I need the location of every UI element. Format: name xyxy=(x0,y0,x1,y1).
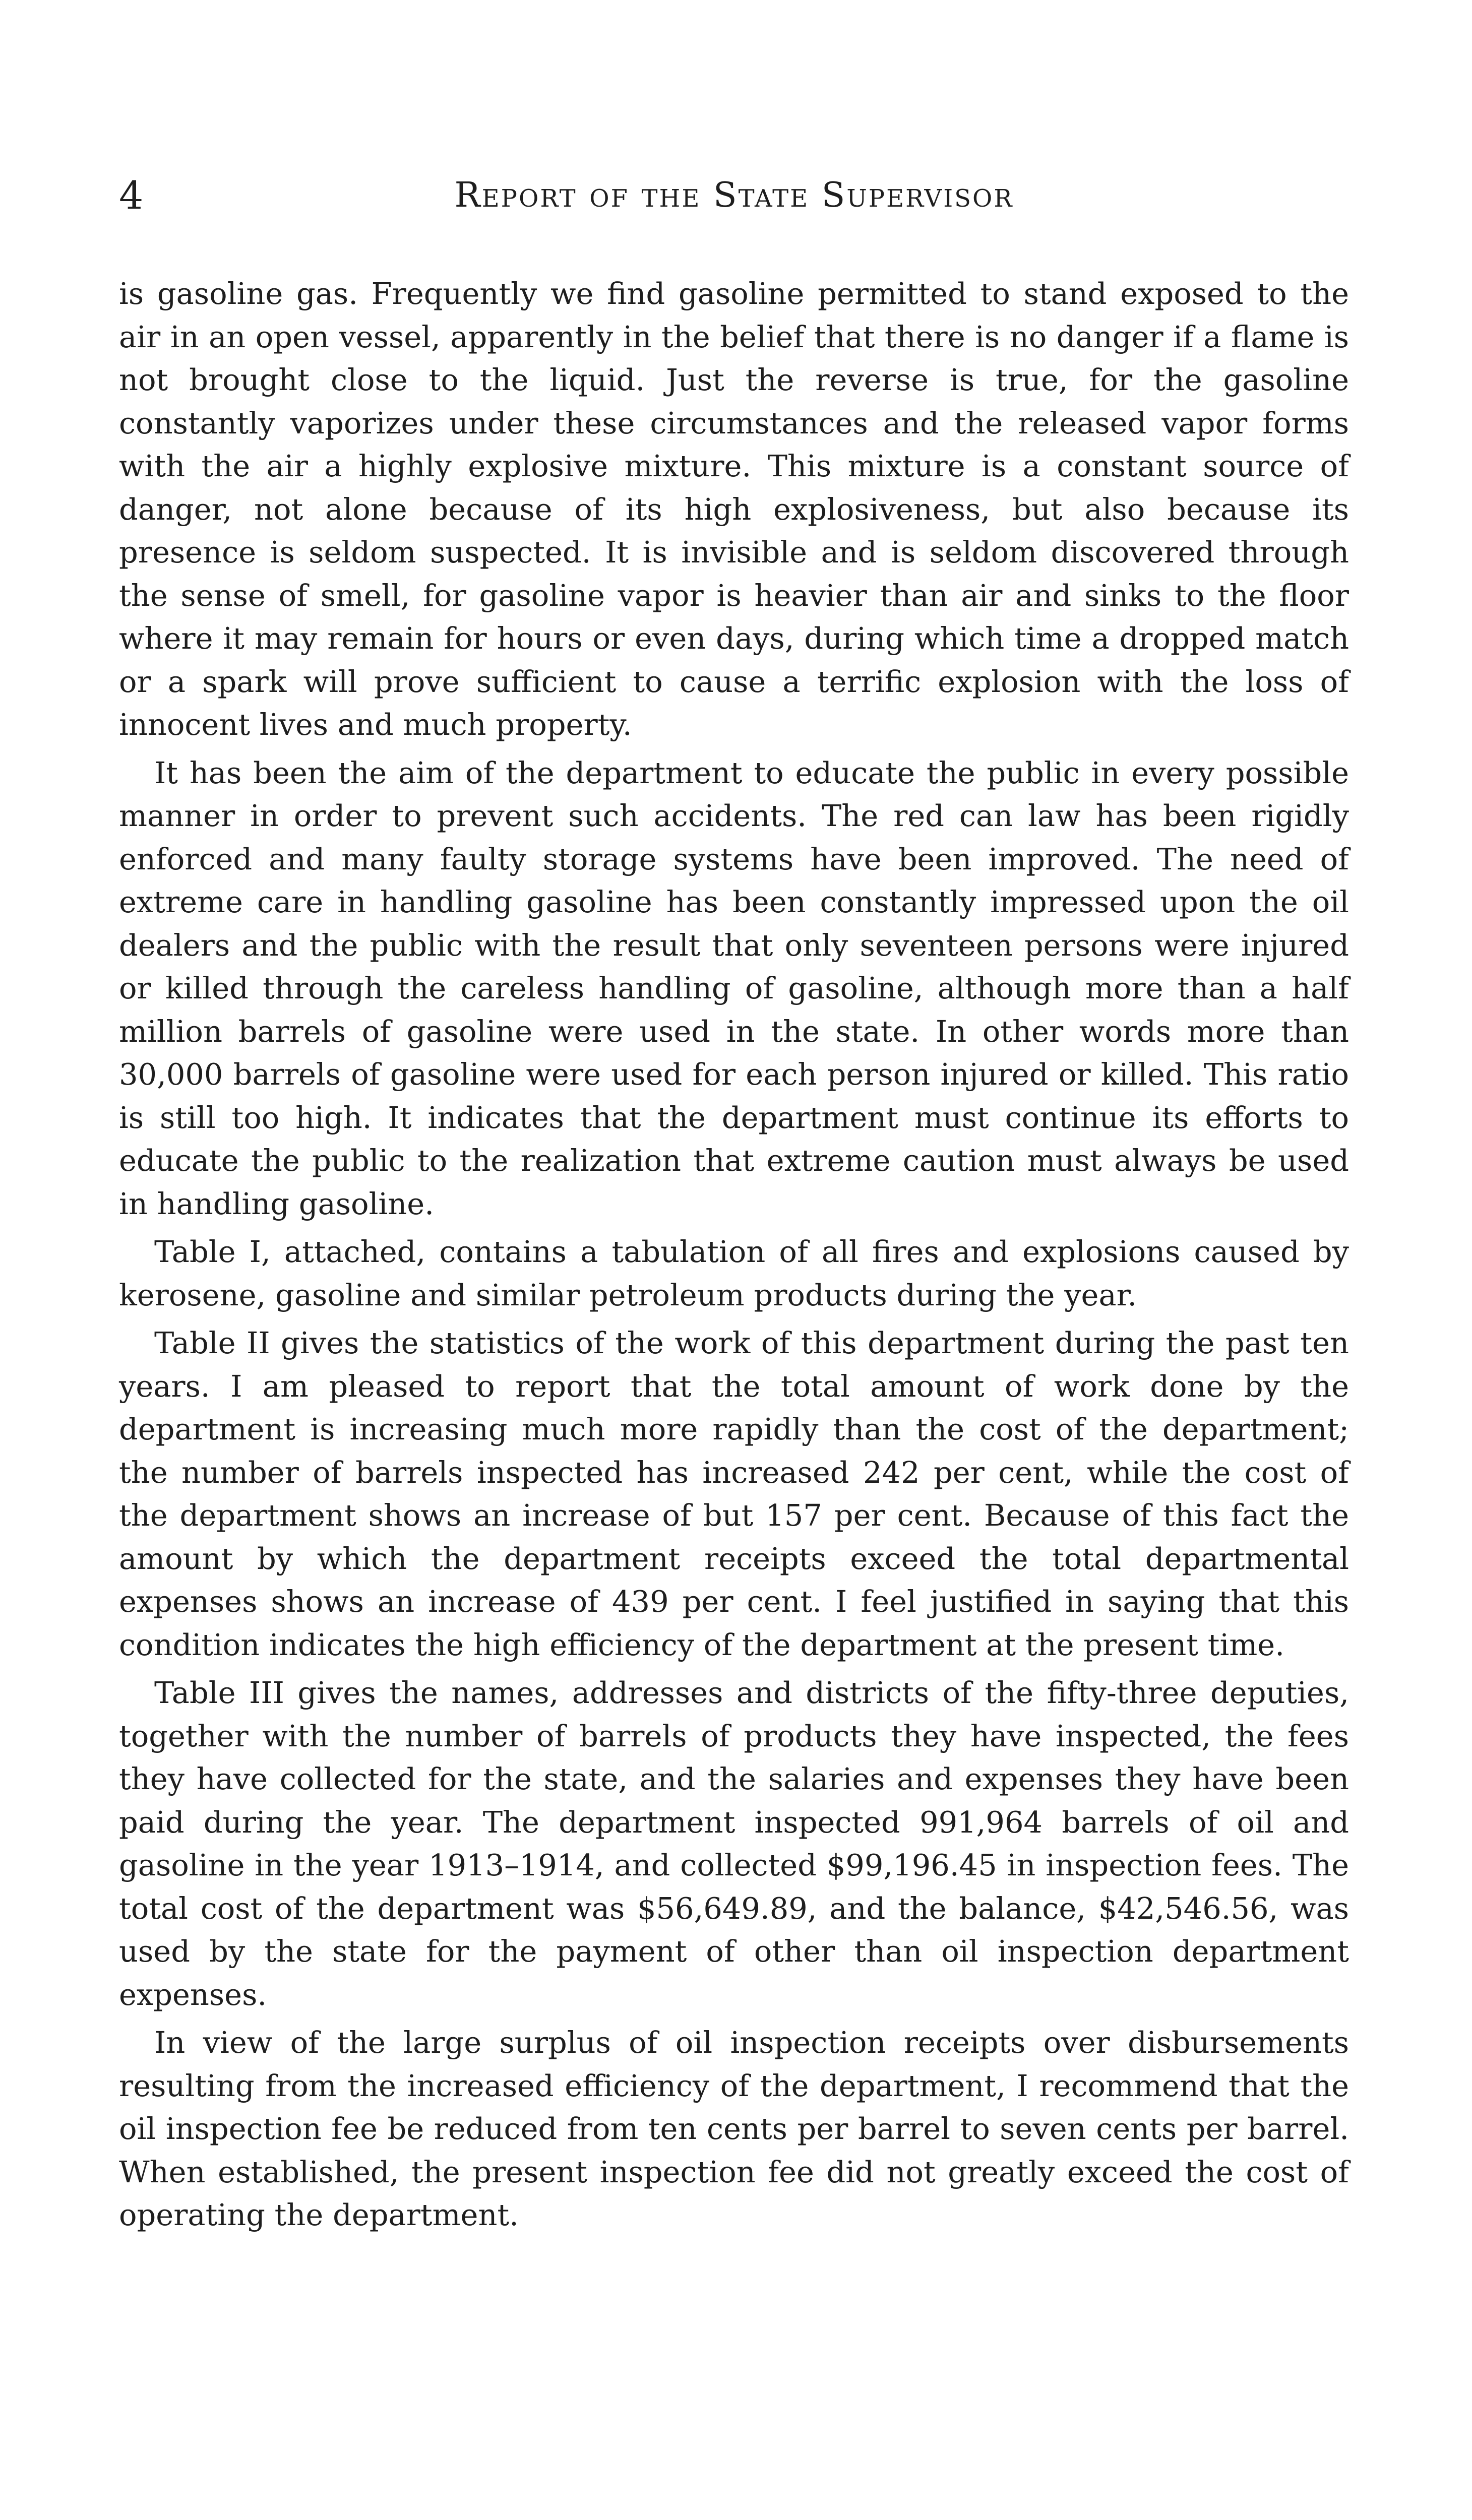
paragraph-gasoline-vapor: is gasoline gas. Frequently we find gasoline permitted to stand exposed to the air in an open vessel, apparently in the belief that there is no danger if a flame is not brought close to the liquid. Just the reverse is true, for the gasoline constantly vaporizes under these circumstances and the released vapor forms with the air a highly explosive mixture. This mixture is a constant source of danger, not alone because of its high explosiveness, but also because its presence is seldom suspected. It is invisible and is seldom discovered through the sense of smell, for gasoline vapor is heavier than air and sinks to the floor where it may remain for hours or even days, during which time a dropped match or a spark will prove sufficient to cause a terrific explosion with the loss of innocent lives and much property. xyxy=(119,276,1349,742)
running-head: Report of the State Supervisor xyxy=(454,175,1014,215)
paragraph-table-three: Table III gives the names, addresses and districts of the fifty-three deputies, together with the number of barrels of products they have inspected, the fees they have collected for the state, and the salaries and expenses they have been paid during the year. The department inspected 991,964 barrels of oil and gasoline in the year 1913–1914, and collected $99,196.45 in inspection fees. The total cost of the department was $56,649.89, and the balance, $42,546.56, was used by the state for the payment of other than oil inspection department expenses. xyxy=(119,1675,1349,2012)
page-number: 4 xyxy=(119,173,144,218)
paragraph-fee-recommendation: In view of the large surplus of oil inspection receipts over disbursements resulting from the increased efficiency of the department, I recommend that the oil inspection fee be reduced from ten cents per barrel to seven cents per barrel. When established, the present inspection fee did not greatly exceed the cost of operating the department. xyxy=(119,2025,1349,2232)
page-header xyxy=(119,170,1349,221)
paragraph-table-two: Table II gives the statistics of the work of this department during the past ten years. I am pleased to report that the total amount of work done by the department is increasing much more rapidly than the cost of the department; the number of barrels inspected has increased 242 per cent, while the cost of the department shows an increase of but 157 per cent. Because of this fact the amount by which the department receipts exceed the total departmental expenses shows an increase of 439 per cent. I feel justified in saying that this condition indicates the high efficiency of the department at the present time. xyxy=(119,1326,1349,1662)
paragraph-table-one: Table I, attached, contains a tabulation of all fires and explosions caused by kerosene, gasoline and similar petroleum products during the year. xyxy=(119,1234,1349,1312)
body-text xyxy=(119,272,1349,2242)
paragraph-public-education: It has been the aim of the department to educate the public in every possible manner in order to prevent such accidents. The red can law has been rigidly enforced and many faulty storage systems have been improved. The need of extreme care in handling gasoline has been constantly impressed upon the oil dealers and the public with the result that only seventeen persons were injured or killed through the careless handling of gasoline, although more than a half million barrels of gasoline were used in the state. In other words more than 30,000 barrels of gasoline were used for each person injured or killed. This ratio is still too high. It indicates that the department must continue its efforts to educate the public to the realization that extreme caution must always be used in handling gasoline. xyxy=(119,755,1349,1221)
